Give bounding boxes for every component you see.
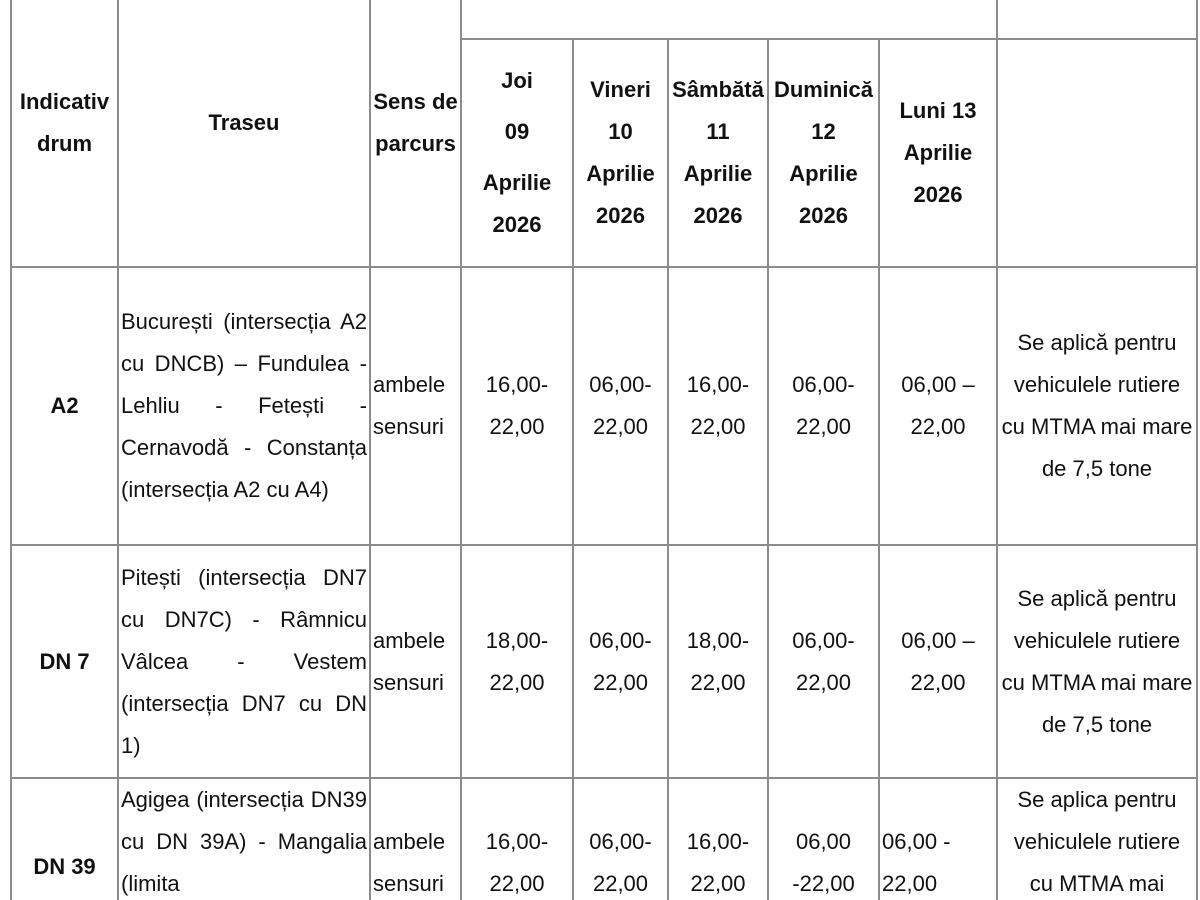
table-row — [11, 267, 1197, 545]
day-month: Aprilie — [586, 161, 655, 186]
day-year: 2026 — [693, 203, 743, 228]
time-cell-duminica: 06,00 -22,00 — [768, 778, 879, 900]
header-obs-top — [997, 0, 1197, 39]
note-cell: Se aplica pentru vehiculele rutiere cu MTMA mai — [997, 778, 1197, 900]
day-name: Sâmbătă — [672, 77, 764, 102]
day-year: 2026 — [799, 203, 848, 228]
day-month: Aprilie — [482, 170, 552, 195]
header-indicativ — [11, 0, 118, 267]
day-name: Vineri — [590, 77, 651, 102]
day-year: 2026 — [913, 182, 963, 207]
header-day-joi — [461, 39, 573, 267]
table-row — [11, 545, 1197, 778]
day-name: Luni 13 — [899, 98, 977, 123]
direction-cell: ambele sensuri — [370, 778, 461, 900]
time-cell-vineri: 06,00-22,00 — [573, 778, 668, 900]
header-perioada-text — [464, 0, 994, 6]
road-code: DN 7 — [11, 545, 118, 778]
direction-cell: ambele sensuri — [370, 545, 461, 778]
day-num: 10 — [608, 119, 633, 144]
header-day-duminica — [768, 39, 879, 267]
header-sens-text: Sens de parcurs — [373, 89, 458, 156]
time-cell-duminica: 06,00-22,00 — [768, 545, 879, 778]
day-num: 09 — [504, 119, 530, 144]
time-cell-luni: 06,00 – 22,00 — [879, 545, 997, 778]
day-name: Duminică — [773, 77, 874, 102]
time-cell-joi: 16,00-22,00 — [461, 267, 573, 545]
restriction-table — [10, 0, 1198, 900]
header-obs-bottom — [997, 39, 1197, 267]
header-day-luni — [879, 39, 997, 267]
time-cell-joi: 16,00-22,00 — [461, 778, 573, 900]
time-cell-luni: 06,00 - 22,00 — [879, 778, 997, 900]
day-name: Joi — [501, 68, 533, 93]
time-cell-sambata: 16,00-22,00 — [668, 778, 768, 900]
table-row — [11, 778, 1197, 900]
header-traseu-text: Traseu — [208, 110, 280, 135]
day-month: Aprilie — [789, 161, 858, 186]
day-year: 2026 — [596, 203, 645, 228]
header-day-vineri — [573, 39, 668, 267]
route-cell: Pitești (intersecția DN7 cu DN7C) - Râmnicu Vâlcea - Vestem (intersecția DN7 cu DN 1) — [118, 545, 370, 778]
route-cell: Agigea (intersecția DN39 cu DN 39A) - Mangalia (limita — [118, 778, 370, 900]
header-day-sambata — [668, 39, 768, 267]
day-num: 11 — [706, 119, 730, 144]
direction-cell: ambele sensuri — [370, 267, 461, 545]
header-sens — [370, 0, 461, 267]
day-month: Aprilie — [903, 140, 973, 165]
route-cell: București (intersecția A2 cu DNCB) – Fundulea - Lehliu - Fetești - Cernavodă - Constanța (intersecția A2 cu A4) — [118, 267, 370, 545]
time-cell-luni: 06,00 – 22,00 — [879, 267, 997, 545]
header-traseu — [118, 0, 370, 267]
header-row-top — [11, 0, 1197, 39]
day-year: 2026 — [492, 212, 542, 237]
road-code: DN 39 — [11, 778, 118, 900]
time-cell-sambata: 18,00-22,00 — [668, 545, 768, 778]
road-code: A2 — [11, 267, 118, 545]
time-cell-vineri: 06,00-22,00 — [573, 545, 668, 778]
note-cell: Se aplică pentru vehiculele rutiere cu MTMA mai mare de 7,5 tone — [997, 267, 1197, 545]
day-month: Aprilie — [683, 161, 753, 186]
time-cell-joi: 18,00-22,00 — [461, 545, 573, 778]
time-cell-duminica: 06,00-22,00 — [768, 267, 879, 545]
time-cell-vineri: 06,00-22,00 — [573, 267, 668, 545]
header-indicativ-text: Indicativ drum — [19, 89, 110, 156]
header-perioada — [461, 0, 997, 39]
day-num: 12 — [811, 119, 836, 144]
time-cell-sambata: 16,00-22,00 — [668, 267, 768, 545]
note-cell: Se aplică pentru vehiculele rutiere cu MTMA mai mare de 7,5 tone — [997, 545, 1197, 778]
